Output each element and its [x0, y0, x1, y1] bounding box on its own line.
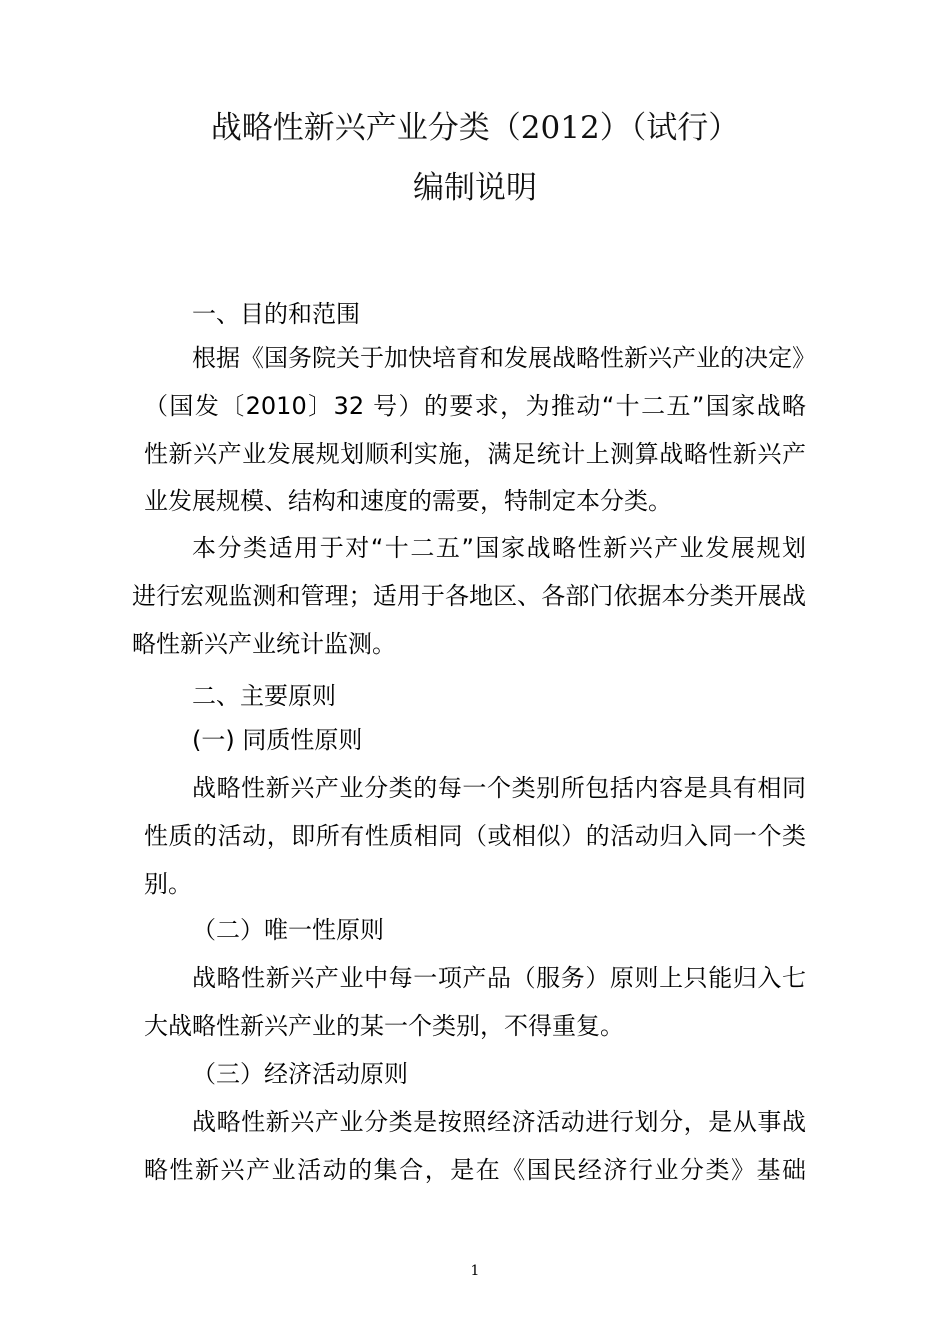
paragraph-line: 战略性新兴产业分类是按照经济活动进行划分，是从事战 [192, 1108, 806, 1136]
paragraph-line: 略性新兴产业统计监测。 [132, 630, 396, 658]
paragraph-line: 略性新兴产业活动的集合，是在《国民经济行业分类》基础 [144, 1156, 806, 1184]
principle-heading: （二）唯一性原则 [192, 916, 384, 944]
paragraph-line: （国发〔2010〕32 号）的要求，为推动“十二五”国家战略 [144, 392, 806, 420]
document-subtitle: 编制说明 [413, 170, 537, 206]
document-title: 战略性新兴产业分类（2012）（试行） [210, 110, 740, 146]
paragraph-line: 性新兴产业发展规划顺利实施，满足统计上测算战略性新兴产 [144, 440, 806, 468]
principle-heading: （三）经济活动原则 [192, 1060, 408, 1088]
paragraph-line: 别。 [144, 870, 192, 898]
paragraph-line: 根据《国务院关于加快培育和发展战略性新兴产业的决定》 [192, 344, 816, 372]
paragraph-line: 本分类适用于对“十二五”国家战略性新兴产业发展规划 [192, 534, 806, 562]
paragraph-line: 大战略性新兴产业的某一个类别，不得重复。 [144, 1012, 624, 1040]
section-heading-main-principles: 二、主要原则 [192, 682, 336, 710]
principle-heading: (一) 同质性原则 [192, 726, 363, 754]
page-number: 1 [470, 1263, 480, 1279]
section-heading-purpose-scope: 一、目的和范围 [192, 300, 360, 328]
paragraph-line: 战略性新兴产业分类的每一个类别所包括内容是具有相同 [192, 774, 806, 802]
paragraph-line: 战略性新兴产业中每一项产品（服务）原则上只能归入七 [192, 964, 806, 992]
paragraph-line: 性质的活动，即所有性质相同（或相似）的活动归入同一个类 [144, 822, 806, 850]
paragraph-line: 进行宏观监测和管理；适用于各地区、各部门依据本分类开展战 [132, 582, 806, 610]
paragraph-line: 业发展规模、结构和速度的需要，特制定本分类。 [144, 487, 672, 515]
